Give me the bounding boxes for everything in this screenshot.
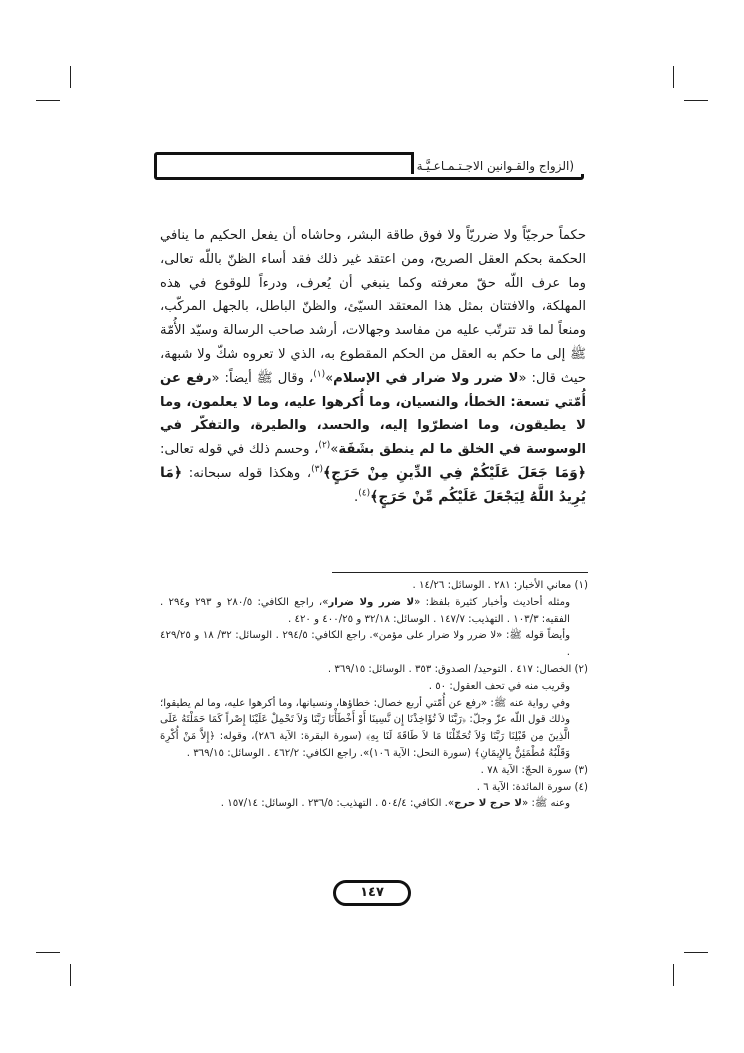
punctuation: . <box>354 489 359 505</box>
page-number-badge <box>333 880 411 906</box>
footnote-span: »، راجع الكافي: ٢٨٠/٥ و ٢٩٣ و٢٩٤ . الفقيه: ١٠٣/٣ . التهذيب: ١٤٧/٧ . الوسائل: ٣٢/١٨ و ٤٠٠/٢٥ و ٤٢٠ . <box>160 596 570 625</box>
footnote-bold: لا حرج لا حرج <box>454 798 523 810</box>
crop-mark <box>684 100 708 101</box>
page-number: ١٤٧ <box>333 880 411 906</box>
crop-mark <box>36 952 60 953</box>
footnote-span: وعنه ﷺ: « <box>522 798 570 810</box>
hadith-quote: رفع عن أُمّتي تسعة: الخطأ، والنسيان، وما أُكرهوا عليه، وما لا يعلمون، وما لا يطيقون، وما اضطرّوا إليه، والحسد، والطيرة، والتفكّر في الوسوسة في الخلق ما لم ينطق بشَفَة <box>160 370 586 458</box>
footnote-2: (٢) الخصال: ٤١٧ . التوحيد/ الصدوق: ٣٥٣ . الوسائل: ٣٦٩/١٥ . <box>327 663 588 675</box>
crop-mark <box>673 66 674 88</box>
running-header <box>154 152 584 180</box>
text-line: الرسالة وسيّد الأُمّة ﷺ إلى ما حكم به العقل من الحكم المقطوع به، الذي <box>160 323 586 362</box>
footnote-text: وفي رواية عنه ﷺ: «رفع عن أُمّتي أربع خصال: خطاؤها، ونسيانها، وما أكرهوا عليه، وما لم يطيقوا؛ وذلك قول اللّه عزّ وجلّ: ﴿رَبَّنَا لاَ تُؤَاخِذْنَا إِن نَّسِينَا أَوْ أَخْطَأْنَا رَبَّنَا وَلاَ تَحْمِلْ عَلَيْنَا إِصْراً كَمَا حَمَلْتَهُ عَلَى الَّذِينَ مِن قَبْلِنَا رَبَّنَا وَلاَ تُحَمِّلْنَا مَا لاَ طَاقَةَ لَنَا بِهِ﴾ (سورة البقرة: الآية ٢٨٦)، وقوله: ﴿إِلاَّ مَنْ أُكْرِهَ وَقَلْبُهُ مُطْمَئِنٌّ بِالإِيمَانِ﴾ (سورة النحل: الآية ١٠٦)». راجع الكافي: ٤٦٢/٢ . الوسائل: ٣٦٩/١٥ . <box>160 697 571 759</box>
paragraph <box>160 224 586 510</box>
footnote-text: وأيضاً قوله ﷺ: «لا ضرر ولا ضرار على مؤمن». راجع الكافي: ٢٩٤/٥ . الوسائل: ٣٢/ ١٨ و ٤٢٩/٢٥ . <box>160 630 570 659</box>
text-line: ، وهكذا قوله سبحانه: <box>188 465 312 481</box>
text-line: ينافي الحكمة بحكم العقل الصريح، ومن اعتقد غير ذلك فقد أساء الظنّ <box>160 228 586 267</box>
text-line: حكماً حرجيّاً ولا ضرريّاً ولا فوق طاقة البشر، وحاشاه أن يفعل الحكيم ما <box>193 228 586 243</box>
footnote-span: ». الكافي: ٥٠٤/٤ . التهذيب: ٢٣٦/٥ . الوسائل: ١٥٧/١٤ . <box>220 798 455 810</box>
footnote-span: ومثله أحاديث وأخبار كثيرة بلفظ: « <box>414 596 570 608</box>
quote-mark: » <box>325 370 334 386</box>
crop-mark <box>684 952 708 953</box>
footnote-1: (١) معاني الأخبار: ٢٨١ . الوسائل: ١٤/٢٦ . <box>412 580 588 591</box>
header-title: (الزواج والقـوانين الاجـتـمـاعـيَّـة <box>416 159 574 173</box>
text-line: لا تعروه شكّ ولا شبهة، حيث قال: « <box>160 346 586 386</box>
crop-mark <box>673 964 674 986</box>
footnote-text <box>160 595 588 629</box>
footnote-ref[interactable]: (٢) <box>318 440 331 451</box>
quran-verse: ﴿وَمَا جَعَلَ عَلَيْكُمْ فِي الدِّينِ مِنْ حَرَجٍ﴾ <box>322 464 586 481</box>
quran-verse: ﴿مَا يُرِيدُ اللَّهُ لِيَجْعَلَ عَلَيْكُم مِّنْ حَرَجٍ﴾ <box>160 464 586 505</box>
hadith-quote: لا ضرر ولا ضرار في الإسلام <box>333 370 519 386</box>
text-line: ، وقال <box>277 370 314 386</box>
footnote-ref[interactable]: (٣) <box>311 464 323 475</box>
footnote-bold: لا ضرر ولا ضرار <box>328 596 415 608</box>
footnote-ref[interactable]: (١) <box>313 369 326 380</box>
text-line: ، وحسم ذلك في قوله تعالى: <box>160 442 319 458</box>
footnote-text <box>160 796 588 813</box>
text-line: في هذه المهلكة، والافتتان بمثل هذا المعتقد السيّئ، والظنّ الباطل، بالجهل <box>160 275 586 315</box>
crop-mark <box>70 66 71 88</box>
crop-mark <box>70 964 71 986</box>
text-line: ﷺ أيضاً: « <box>211 370 273 386</box>
text-line: باللّه تعالى، وما عرف اللّه حقّ معرفته وكما ينبغي أن يُعرف، ودرءاً للوقوع <box>160 251 586 291</box>
crop-mark <box>36 100 60 101</box>
footnote-3: (٣) سورة الحجّ: الآية ٧٨ . <box>480 764 588 776</box>
footnote-4: (٤) سورة المائدة: الآية ٦ . <box>476 781 588 793</box>
quote-mark: » <box>330 442 339 458</box>
main-text <box>160 224 586 510</box>
text-line: المركّب، ومنعاً لما قد تترتّب عليه من مفاسد وجهالات، أرشد صاحب <box>160 299 586 339</box>
footnotes <box>160 578 588 813</box>
footnote-ref[interactable]: (٤) <box>358 488 371 499</box>
footnote-divider <box>332 572 588 573</box>
footnote-text: وقريب منه في تحف العقول: ٥٠ . <box>428 680 570 692</box>
